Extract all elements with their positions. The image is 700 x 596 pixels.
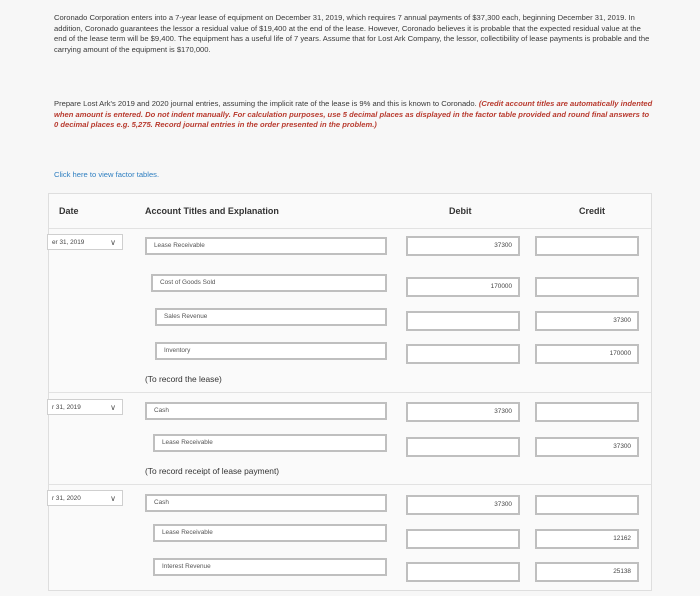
debit-input-2-2[interactable] <box>406 437 520 457</box>
header-date: Date <box>59 206 79 216</box>
header-account: Account Titles and Explanation <box>145 206 279 216</box>
debit-input-1-4[interactable] <box>406 344 520 364</box>
entry-note-1: (To record the lease) <box>145 374 222 384</box>
debit-input-3-3[interactable] <box>406 562 520 582</box>
chevron-down-icon: ∨ <box>110 494 116 503</box>
account-input-1-3[interactable]: Sales Revenue <box>155 308 387 326</box>
date-select-2[interactable] <box>47 399 123 415</box>
entry-note-2: (To record receipt of lease payment) <box>145 466 280 476</box>
header-credit: Credit <box>579 206 606 216</box>
credit-input-3-3[interactable]: 25138 <box>535 562 639 582</box>
journal-entry-table <box>48 193 652 591</box>
date-select-3[interactable] <box>47 490 123 506</box>
entry-divider-1 <box>49 392 651 393</box>
instructions-emphasis: (Credit account titles are automatically indented when amount is entered. Do not indent manually. For calculation purposes, use 5 decimal places as displayed in the factor table provided and round final answers to 0 decimal places e.g. 5,275. Record journal entries in the order presented in the problem.) <box>54 99 653 130</box>
account-input-2-1[interactable]: Cash <box>145 402 387 420</box>
debit-input-2-1[interactable]: 37300 <box>406 402 520 422</box>
date-value-2: r 31, 2019 <box>52 404 81 411</box>
header-divider <box>49 228 651 229</box>
account-input-1-2[interactable]: Cost of Goods Sold <box>151 274 387 292</box>
debit-input-3-1[interactable]: 37300 <box>406 495 520 515</box>
debit-input-1-2[interactable]: 170000 <box>406 277 520 297</box>
debit-input-1-1[interactable]: 37300 <box>406 236 520 256</box>
credit-input-2-1[interactable] <box>535 402 639 422</box>
factor-tables-link[interactable]: Click here to view factor tables. <box>54 170 160 179</box>
header-debit: Debit <box>449 206 472 216</box>
debit-input-1-3[interactable] <box>406 311 520 331</box>
credit-input-1-4[interactable]: 170000 <box>535 344 639 364</box>
credit-input-1-1[interactable] <box>535 236 639 256</box>
account-input-3-2[interactable]: Lease Receivable <box>153 524 387 542</box>
debit-input-3-2[interactable] <box>406 529 520 549</box>
account-input-3-1[interactable]: Cash <box>145 494 387 512</box>
credit-input-1-2[interactable] <box>535 277 639 297</box>
account-input-1-1[interactable]: Lease Receivable <box>145 237 387 255</box>
account-input-1-4[interactable]: Inventory <box>155 342 387 360</box>
chevron-down-icon: ∨ <box>110 238 116 247</box>
instructions <box>54 99 654 131</box>
account-input-3-3[interactable]: Interest Revenue <box>153 558 387 576</box>
date-value-1: er 31, 2019 <box>52 239 85 246</box>
credit-input-3-2[interactable]: 12162 <box>535 529 639 549</box>
chevron-down-icon: ∨ <box>110 403 116 412</box>
credit-input-3-1[interactable] <box>535 495 639 515</box>
date-value-3: r 31, 2020 <box>52 495 81 502</box>
credit-input-2-2[interactable]: 37300 <box>535 437 639 457</box>
date-select-1[interactable] <box>47 234 123 250</box>
credit-input-1-3[interactable]: 37300 <box>535 311 639 331</box>
entry-divider-2 <box>49 484 651 485</box>
account-input-2-2[interactable]: Lease Receivable <box>153 434 387 452</box>
problem-statement: Coronado Corporation enters into a 7-year lease of equipment on December 31, 2019, which requires 7 annual payments of $37,300 each, beginning December 31, 2019. In addition, Coronado guarantees the lessor a residual value of $19,400 at the end of the lease. However, Coronado believes it is probable that the expected residual value at the end of the lease term will be $9,400. The equipment has a useful life of 7 years. Assume that for Lost Ark Company, the lessor, collectibility of lease payments is probable and the carrying amount of the equipment is $170,000. <box>54 13 650 54</box>
instructions-text: Prepare Lost Ark's 2019 and 2020 journal entries, assuming the implicit rate of the lease is 9% and this is known to Coronado. <box>54 99 479 108</box>
